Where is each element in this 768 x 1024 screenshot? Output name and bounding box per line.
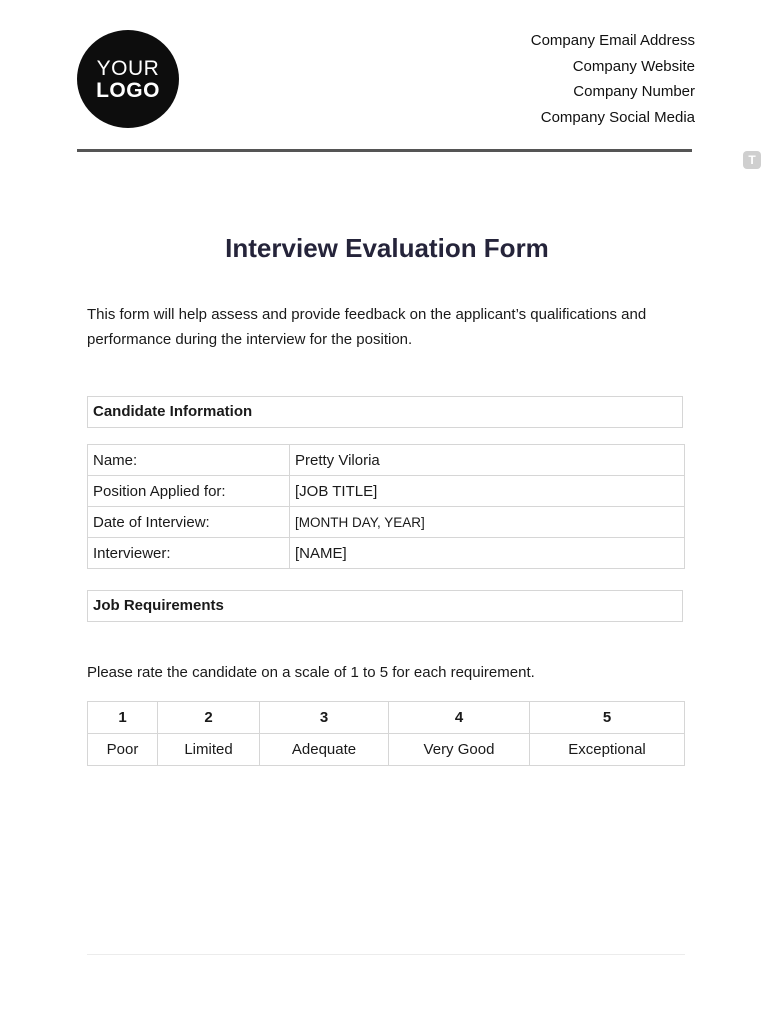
position-value[interactable]: [JOB TITLE] xyxy=(290,476,685,507)
interview-date-value[interactable]: [MONTH DAY, YEAR] xyxy=(290,507,685,538)
job-requirements-heading: Job Requirements xyxy=(87,590,683,622)
logo-text-bottom: LOGO xyxy=(96,78,160,102)
company-number: Company Number xyxy=(573,83,695,100)
table-row xyxy=(88,476,685,507)
rating-score: 5 xyxy=(530,702,685,734)
rating-score: 2 xyxy=(158,702,260,734)
text-tool-icon[interactable]: T xyxy=(743,151,761,169)
name-label: Name: xyxy=(88,445,290,476)
rating-label-row xyxy=(88,734,685,766)
candidate-information-table xyxy=(87,444,685,569)
interviewer-label: Interviewer: xyxy=(88,538,290,569)
company-logo xyxy=(77,30,179,128)
footer-divider xyxy=(87,954,685,955)
rating-label: Very Good xyxy=(389,734,530,766)
interview-date-label: Date of Interview: xyxy=(88,507,290,538)
logo-text-top: YOUR xyxy=(96,56,160,80)
company-social-media: Company Social Media xyxy=(540,108,695,126)
position-label: Position Applied for: xyxy=(88,476,290,507)
company-contact-block xyxy=(531,31,695,133)
header-divider xyxy=(77,149,692,152)
candidate-information-heading: Candidate Information xyxy=(87,396,683,428)
name-value[interactable]: Pretty Viloria xyxy=(290,445,685,476)
rating-score: 1 xyxy=(88,702,158,734)
table-row xyxy=(88,445,685,476)
company-email: Company Email Address xyxy=(530,32,695,49)
rating-label: Limited xyxy=(158,734,260,766)
rating-score: 3 xyxy=(260,702,389,734)
page-title: Interview Evaluation Form xyxy=(225,233,549,263)
company-website: Company Website xyxy=(572,57,695,75)
rating-instruction: Please rate the candidate on a scale of 1 to 5 for each requirement. xyxy=(87,664,535,681)
rating-score: 4 xyxy=(389,702,530,734)
rating-scale-table xyxy=(87,701,685,766)
rating-label: Poor xyxy=(88,734,158,766)
rating-label: Exceptional xyxy=(530,734,685,766)
intro-paragraph: This form will help assess and provide feedback on the applicant’s qualifications and performance during the interview for the position. xyxy=(87,306,647,348)
interviewer-value[interactable]: [NAME] xyxy=(290,538,685,569)
rating-score-row xyxy=(88,702,685,734)
table-row xyxy=(88,538,685,569)
rating-label: Adequate xyxy=(260,734,389,766)
table-row xyxy=(88,507,685,538)
